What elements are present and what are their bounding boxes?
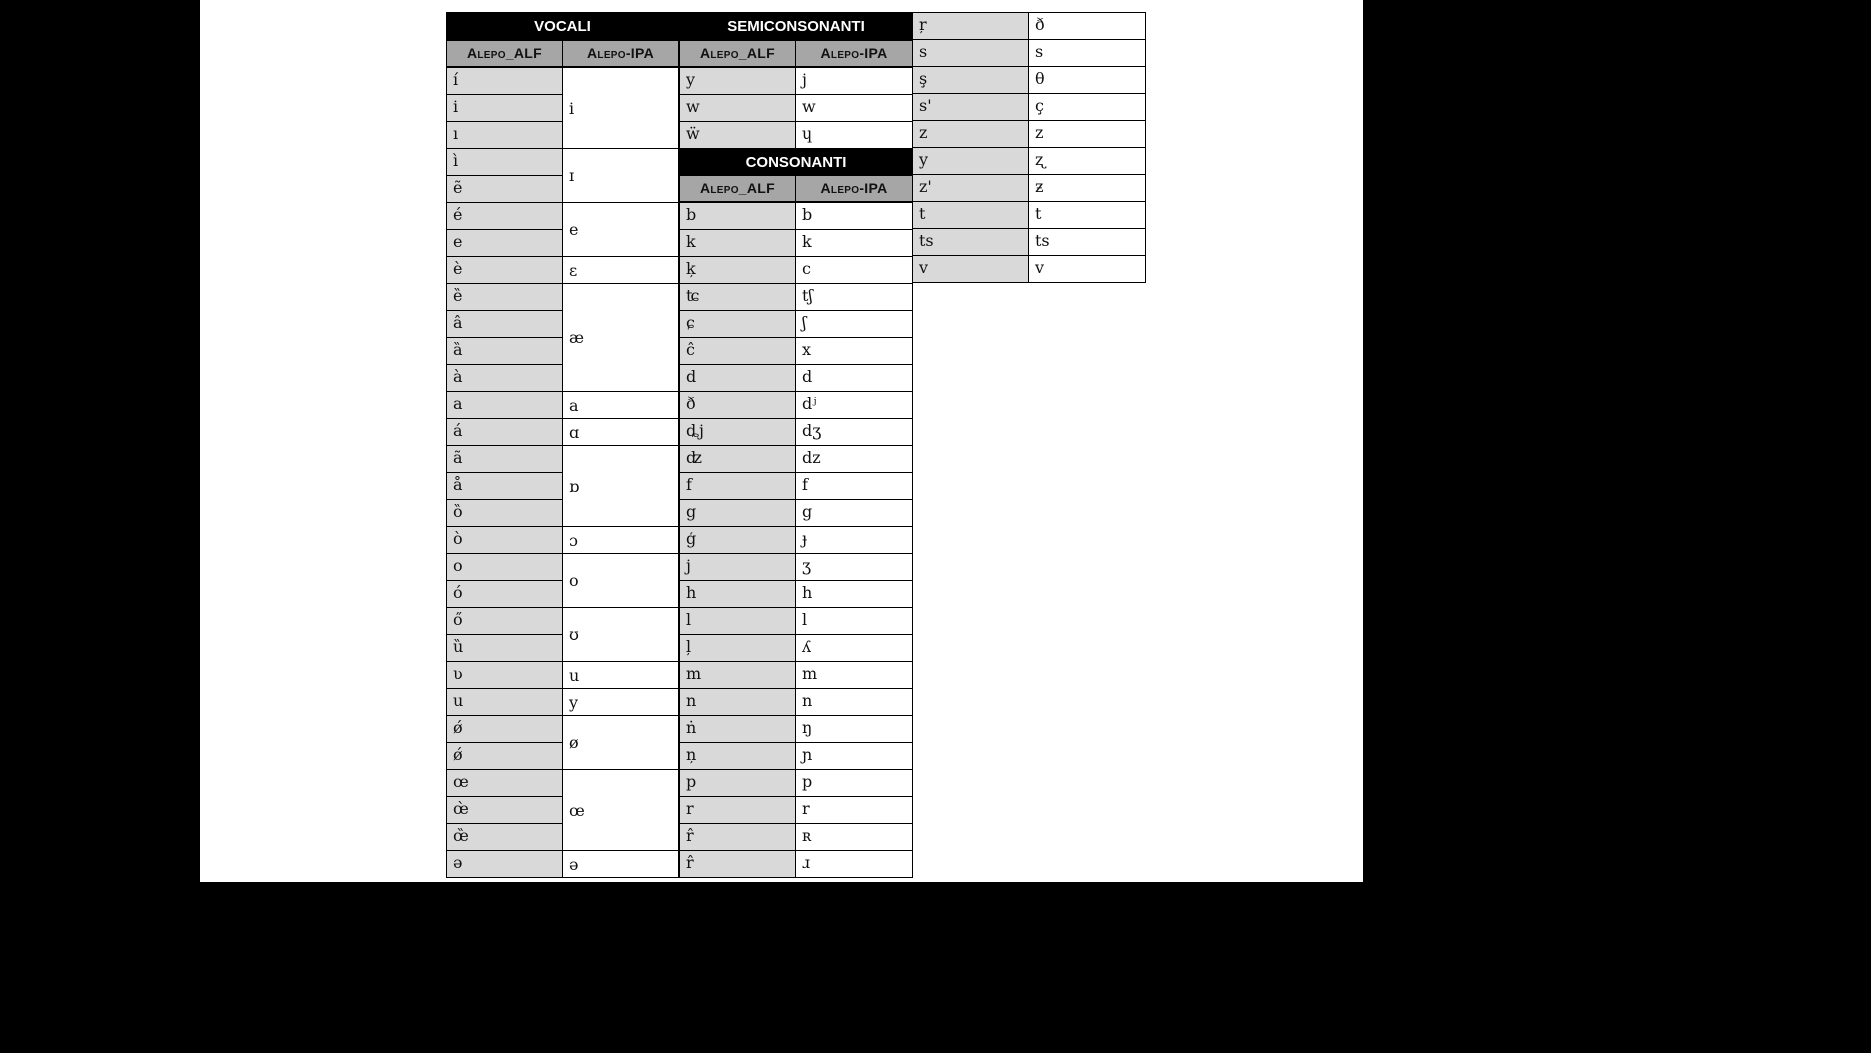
vocali-ipa-cell: o	[562, 553, 679, 608]
consonanti-ipa-cell: c	[795, 256, 913, 284]
consonanti-cont-alf-cell: t	[912, 201, 1029, 229]
consonanti-cont-alf-cell: ts	[912, 228, 1029, 256]
semiconsonanti-col-ipa: Alepo-IPA	[795, 40, 913, 67]
consonanti-ipa-cell: d	[795, 364, 913, 392]
vocali-alf-cell: ȕ	[446, 634, 563, 662]
vocali-alf-cell: œ̀	[446, 796, 563, 824]
vocali-alf-cell: â	[446, 310, 563, 338]
consonanti-cont-alf-cell: z	[912, 120, 1029, 148]
consonanti-ipa-cell: ʃ	[795, 310, 913, 338]
consonanti-cont-ipa-cell: ƶ	[1028, 174, 1146, 202]
vocali-alf-cell: ǿ	[446, 715, 563, 743]
consonanti-cont-alf-cell: s'	[912, 93, 1029, 121]
vocali-ipa-cell: ɔ	[562, 526, 679, 554]
vocali-alf-cell: a	[446, 391, 563, 419]
consonanti-alf-cell: r̂	[679, 850, 796, 878]
consonanti-cont-alf-cell: ŗ	[912, 12, 1029, 40]
vocali-ipa-cell: ʊ	[562, 607, 679, 662]
vocali-ipa-cell: ɪ	[562, 148, 679, 203]
consonanti-ipa-cell: ʀ	[795, 823, 913, 851]
consonanti-ipa-cell: dʒ	[795, 418, 913, 446]
vocali-alf-cell: ȁ	[446, 337, 563, 365]
consonanti-alf-cell: ṅ	[679, 715, 796, 743]
consonanti-alf-cell: p	[679, 769, 796, 797]
consonanti-ipa-cell: ŋ	[795, 715, 913, 743]
consonanti-alf-cell: ģ	[679, 526, 796, 554]
consonanti-ipa-cell: b	[795, 202, 913, 230]
consonanti-ipa-cell: dz	[795, 445, 913, 473]
consonanti-alf-cell: ķ	[679, 256, 796, 284]
vocali-alf-cell: ã	[446, 445, 563, 473]
vocali-ipa-cell: ɑ	[562, 418, 679, 446]
consonanti-alf-cell: m	[679, 661, 796, 689]
consonanti-cont-alf-cell: s	[912, 39, 1029, 67]
consonanti-alf-cell: r	[679, 796, 796, 824]
vocali-ipa-cell: ɒ	[562, 445, 679, 527]
vocali-alf-cell: o	[446, 553, 563, 581]
consonanti-ipa-cell: dʲ	[795, 391, 913, 419]
consonanti-alf-cell: r̂	[679, 823, 796, 851]
vocali-ipa-cell: y	[562, 688, 679, 716]
consonanti-col-alf: Alepo_ALF	[679, 175, 796, 202]
consonanti-ipa-cell: h	[795, 580, 913, 608]
vocali-ipa-cell: æ	[562, 283, 679, 392]
vocali-alf-cell: ó	[446, 580, 563, 608]
vocali-ipa-cell: ɛ	[562, 256, 679, 284]
vocali-alf-cell: œ	[446, 769, 563, 797]
consonanti-cont-ipa-cell: ʐ	[1028, 147, 1146, 175]
semiconsonanti-alf-cell: w	[679, 94, 796, 122]
consonanti-ipa-cell: m	[795, 661, 913, 689]
consonanti-cont-alf-cell: z'	[912, 174, 1029, 202]
vocali-alf-cell: à	[446, 364, 563, 392]
consonanti-cont-ipa-cell: v	[1028, 255, 1146, 283]
consonanti-alf-cell: k	[679, 229, 796, 257]
consonanti-alf-cell: h	[679, 580, 796, 608]
vocali-title: VOCALI	[446, 12, 679, 40]
consonanti-alf-cell: d	[679, 364, 796, 392]
consonanti-alf-cell: ĉ	[679, 337, 796, 365]
vocali-alf-cell: í	[446, 67, 563, 95]
consonanti-ipa-cell: k	[795, 229, 913, 257]
vocali-ipa-cell: a	[562, 391, 679, 419]
consonanti-title: CONSONANTI	[679, 148, 913, 176]
vocali-alf-cell: œ̏	[446, 823, 563, 851]
consonanti-cont-ipa-cell: s	[1028, 39, 1146, 67]
consonanti-alf-cell: ð	[679, 391, 796, 419]
consonanti-cont-alf-cell: y	[912, 147, 1029, 175]
consonanti-ipa-cell: f	[795, 472, 913, 500]
consonanti-alf-cell: ņ	[679, 742, 796, 770]
consonanti-ipa-cell: ɟ	[795, 526, 913, 554]
vocali-alf-cell: u	[446, 688, 563, 716]
vocali-alf-cell: i	[446, 94, 563, 122]
vocali-alf-cell: ȍ	[446, 499, 563, 527]
consonanti-alf-cell: j	[679, 553, 796, 581]
consonanti-cont-ipa-cell: ð	[1028, 12, 1146, 40]
consonanti-cont-ipa-cell: z	[1028, 120, 1146, 148]
consonanti-alf-cell: ɕ	[679, 310, 796, 338]
consonanti-alf-cell: g	[679, 499, 796, 527]
consonanti-ipa-cell: ʎ	[795, 634, 913, 662]
consonanti-cont-ipa-cell: ts	[1028, 228, 1146, 256]
vocali-col-ipa: Alepo-IPA	[562, 40, 679, 67]
vocali-alf-cell: é	[446, 202, 563, 230]
consonanti-alf-cell: ȡj	[679, 418, 796, 446]
consonanti-alf-cell: ʣ	[679, 445, 796, 473]
vocali-alf-cell: ò	[446, 526, 563, 554]
consonanti-alf-cell: ļ	[679, 634, 796, 662]
consonanti-alf-cell: n	[679, 688, 796, 716]
vocali-col-alf: Alepo_ALF	[446, 40, 563, 67]
consonanti-cont-alf-cell: ş	[912, 66, 1029, 94]
vocali-ipa-cell: i	[562, 67, 679, 149]
consonanti-alf-cell: f	[679, 472, 796, 500]
vocali-ipa-cell: ø	[562, 715, 679, 770]
vocali-alf-cell: á	[446, 418, 563, 446]
consonanti-alf-cell: b	[679, 202, 796, 230]
consonanti-ipa-cell: l	[795, 607, 913, 635]
consonanti-ipa-cell: ʒ	[795, 553, 913, 581]
vocali-alf-cell: å	[446, 472, 563, 500]
consonanti-ipa-cell: tʃ	[795, 283, 913, 311]
vocali-alf-cell: ő	[446, 607, 563, 635]
vocali-alf-cell: ə	[446, 850, 563, 878]
semiconsonanti-ipa-cell: w	[795, 94, 913, 122]
consonanti-ipa-cell: ɹ	[795, 850, 913, 878]
consonanti-alf-cell: ʨ	[679, 283, 796, 311]
vocali-ipa-cell: e	[562, 202, 679, 257]
consonanti-cont-ipa-cell: θ	[1028, 66, 1146, 94]
consonanti-ipa-cell: n	[795, 688, 913, 716]
document-page	[200, 0, 1363, 882]
consonanti-ipa-cell: p	[795, 769, 913, 797]
consonanti-ipa-cell: x	[795, 337, 913, 365]
semiconsonanti-ipa-cell: ɥ	[795, 121, 913, 149]
consonanti-ipa-cell: g	[795, 499, 913, 527]
vocali-ipa-cell: u	[562, 661, 679, 689]
vocali-alf-cell: e	[446, 229, 563, 257]
consonanti-cont-alf-cell: v	[912, 255, 1029, 283]
consonanti-cont-ipa-cell: t	[1028, 201, 1146, 229]
vocali-alf-cell: ì	[446, 148, 563, 176]
semiconsonanti-ipa-cell: j	[795, 67, 913, 95]
vocali-alf-cell: ʋ	[446, 661, 563, 689]
vocali-ipa-cell: ə	[562, 850, 679, 878]
consonanti-col-ipa: Alepo-IPA	[795, 175, 913, 202]
consonanti-alf-cell: l	[679, 607, 796, 635]
vocali-alf-cell: ẽ	[446, 175, 563, 203]
semiconsonanti-alf-cell: y	[679, 67, 796, 95]
consonanti-cont-ipa-cell: ç	[1028, 93, 1146, 121]
vocali-alf-cell: è	[446, 256, 563, 284]
vocali-ipa-cell: œ	[562, 769, 679, 851]
consonanti-ipa-cell: ɲ	[795, 742, 913, 770]
semiconsonanti-alf-cell: ẅ	[679, 121, 796, 149]
semiconsonanti-col-alf: Alepo_ALF	[679, 40, 796, 67]
vocali-alf-cell: ı	[446, 121, 563, 149]
consonanti-ipa-cell: r	[795, 796, 913, 824]
vocali-alf-cell: ȅ	[446, 283, 563, 311]
semiconsonanti-title: SEMICONSONANTI	[679, 12, 913, 40]
vocali-alf-cell: ǿ	[446, 742, 563, 770]
